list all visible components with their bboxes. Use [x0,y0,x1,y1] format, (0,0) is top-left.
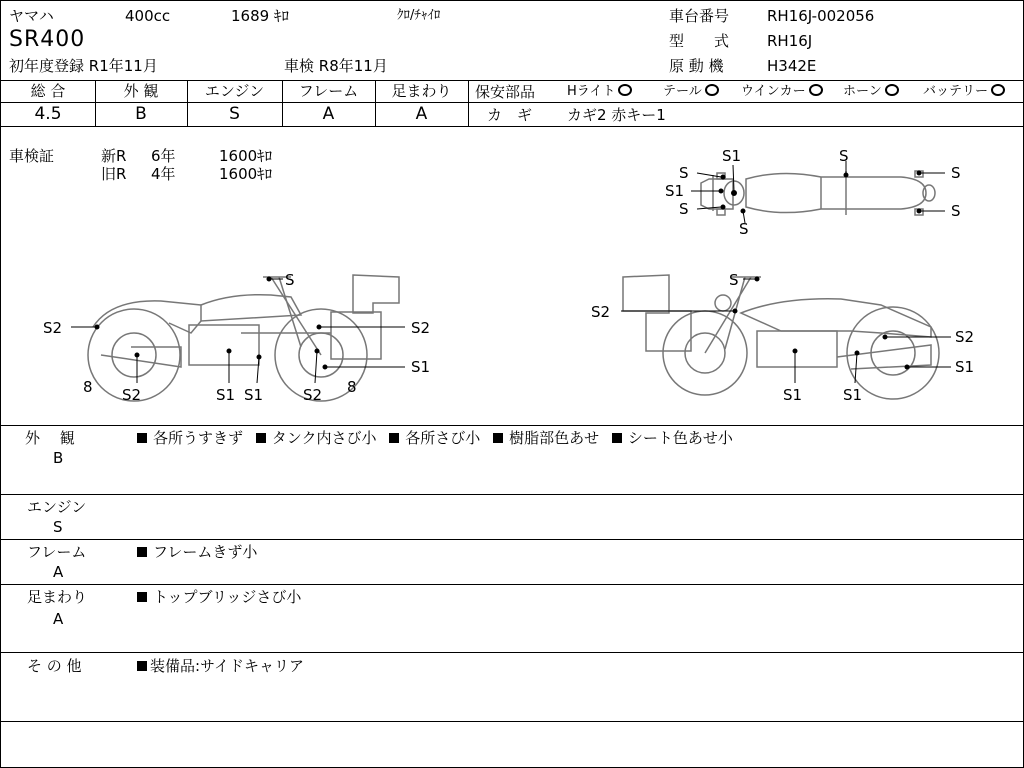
detail-other-items: 装備品:サイドキャリア [137,657,304,675]
detail-suspension-title: 足まわり [27,588,88,606]
engine-label: 原 動 機 [669,57,724,75]
frame-grade: A [322,104,335,124]
mark: S1 [216,386,236,404]
divider [469,102,1024,103]
old-weight: 1600ｷﾛ [219,165,273,183]
detail-suspension-grade: A [53,610,64,628]
safety-tail: テール [663,83,719,101]
mark: S [951,164,961,182]
safety-label: 保安部品 [475,83,536,101]
divider [1,721,1024,722]
divider [468,80,469,126]
suspension-grade: A [415,104,428,124]
bullet-icon [137,661,147,671]
type-value: RH16J [767,32,813,50]
divider [1,102,469,103]
ok-circle-icon [705,84,719,96]
bullet-icon [493,433,503,443]
frame-no-label: 車台番号 [669,7,730,25]
safety-battery: バッテリー [923,83,1005,101]
mark: S1 [722,147,742,165]
ok-circle-icon [809,84,823,96]
detail-exterior-title: 外 観 [25,429,75,447]
mileage: 1689 ｷﾛ [231,7,289,25]
mark: S1 [783,386,803,404]
registration-label: 車検証 [9,147,55,165]
ok-circle-icon [991,84,1005,96]
key-label: カ ギ [487,106,533,124]
detail-frame-items: フレームきず小 [137,543,257,561]
detail-engine-grade: S [53,518,63,536]
divider [1,80,1024,81]
mark: S [839,147,849,165]
detail-other-title: そ の 他 [27,657,82,675]
engine-grade-label: エンジン [204,82,265,100]
detail-suspension-items: トップブリッジさび小 [137,588,301,606]
detail-frame-grade: A [53,563,64,581]
detail-exterior-grade: B [53,449,64,467]
mark: S1 [843,386,863,404]
engine-grade: S [229,104,240,124]
new-weight: 1600ｷﾛ [219,147,273,165]
mark: S [285,271,295,289]
bullet-icon [137,433,147,443]
model-name: SR400 [9,27,86,52]
mark: S2 [411,319,431,337]
mark: S2 [122,386,142,404]
mark: S [679,200,689,218]
bullet-icon [137,592,147,602]
bullet-icon [612,433,622,443]
mark: S1 [665,182,685,200]
mark: S [739,220,749,238]
mark: S2 [303,386,323,404]
inspection-date: 車検 R8年11月 [284,57,388,75]
exterior-grade: B [135,104,147,124]
mark: 8 [83,378,93,396]
detail-exterior-items: 各所うすきず タンク内さび小 各所さび小 樹脂部色あせ シート色あせ小 [137,429,733,447]
engine-value: H342E [767,57,817,75]
overall-grade: 4.5 [34,104,62,124]
key-value: カギ2 赤キー1 [567,106,666,124]
divider [1,652,1024,653]
mark: S1 [411,358,431,376]
mark: S [679,164,689,182]
displacement: 400cc [125,7,171,25]
safety-horn: ホーン [843,83,899,101]
mark: S2 [955,328,975,346]
ok-circle-icon [885,84,899,96]
safety-headlight: Hライト [567,83,632,101]
bullet-icon [389,433,399,443]
suspension-grade-label: 足まわり [391,82,452,100]
mark: S [729,271,739,289]
type-label: 型 式 [669,32,730,50]
bullet-icon [137,547,147,557]
mark: S1 [955,358,975,376]
color: ｸﾛ/ﾁｬｲﾛ [397,8,441,23]
exterior-label: 外 観 [123,82,159,100]
maker: ヤマハ [9,7,54,25]
mark: 8 [347,378,357,396]
new-year: 6年 [151,147,176,165]
frame-no: RH16J-002056 [767,7,875,25]
divider [1,584,1024,585]
new-r: 新R [101,147,127,165]
overall-label: 総 合 [30,82,66,100]
divider [1,539,1024,540]
frame-grade-label: フレーム [298,82,359,100]
damage-diagram [1,127,1023,425]
detail-engine-title: エンジン [27,498,87,516]
mark: S2 [43,319,63,337]
safety-winker: ウインカー [741,83,823,101]
bullet-icon [256,433,266,443]
mark: S [951,202,961,220]
old-r: 旧R [101,165,127,183]
mark: S2 [591,303,611,321]
mark: S1 [244,386,264,404]
detail-frame-title: フレーム [27,543,87,561]
divider [1,494,1024,495]
ok-circle-icon [618,84,632,96]
first-registration: 初年度登録 R1年11月 [9,57,158,75]
old-year: 4年 [151,165,176,183]
divider [1,425,1024,426]
